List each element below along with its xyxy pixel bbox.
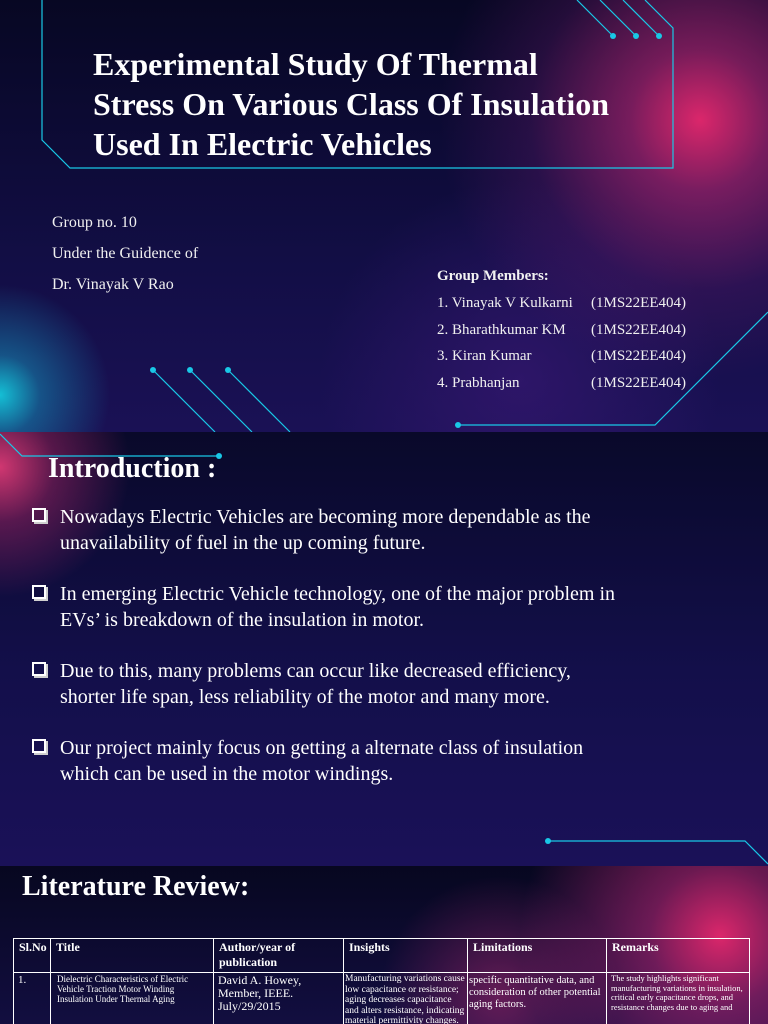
title-line: Used In Electric Vehicles — [93, 126, 432, 162]
literature-review-heading: Literature Review: — [22, 871, 250, 902]
member-row — [437, 348, 686, 365]
bullet-line: shorter life span, less reliability of the motor and many more. — [60, 686, 550, 708]
table-row — [14, 973, 750, 1024]
deco-line — [190, 370, 252, 432]
column-header: Author/year of publication — [214, 939, 344, 973]
bullet-line: Our project mainly focus on getting a alternate class of insulation — [60, 737, 584, 759]
deco-connector — [548, 841, 768, 864]
checkbox-bullet-icon — [32, 508, 46, 522]
presentation-title — [93, 44, 673, 164]
deco-dot — [150, 367, 156, 373]
deco-dot — [455, 422, 461, 428]
member-name: 3. Kiran Kumar — [437, 348, 532, 364]
deco-line — [228, 370, 290, 432]
member-name: 2. Bharathkumar KM — [437, 322, 566, 338]
bullet-item — [32, 735, 682, 787]
checkbox-bullet-icon — [32, 662, 46, 676]
member-usn: (1MS22EE404) — [591, 322, 686, 338]
deco-line — [577, 0, 613, 36]
cell-limitations: specific quantitative data, and consideration of other potential aging factors. — [468, 973, 607, 1024]
deco-dot — [633, 33, 639, 39]
table-header-row — [14, 939, 750, 973]
member-row — [437, 322, 686, 339]
column-header: Sl.No — [14, 939, 51, 973]
deco-line — [600, 0, 636, 36]
deco-dot — [187, 367, 193, 373]
cell-author: David A. Howey, Member, IEEE. July/29/2015 — [214, 973, 344, 1024]
intro-slide-decorations — [0, 432, 768, 866]
bullet-line: Nowadays Electric Vehicles are becoming more dependable as the — [60, 506, 591, 528]
member-name: 4. Prabhanjan — [437, 375, 520, 391]
checkbox-bullet-icon — [32, 585, 46, 599]
bullet-item — [32, 504, 682, 556]
column-header: Limitations — [468, 939, 607, 973]
guide-name: Dr. Vinayak V Rao — [52, 276, 174, 293]
group-number: Group no. 10 — [52, 214, 137, 231]
deco-dot — [656, 33, 662, 39]
deco-dot — [225, 367, 231, 373]
member-usn: (1MS22EE404) — [591, 375, 686, 391]
checkbox-bullet-icon — [32, 739, 46, 753]
deco-dot — [610, 33, 616, 39]
bullet-line: which can be used in the motor windings. — [60, 763, 394, 785]
member-usn: (1MS22EE404) — [591, 348, 686, 364]
deco-line — [153, 370, 215, 432]
introduction-slide — [0, 432, 768, 866]
deco-dot — [545, 838, 551, 844]
column-header: Title — [51, 939, 214, 973]
column-header: Remarks — [607, 939, 750, 973]
column-header: Insights — [344, 939, 468, 973]
member-row — [437, 375, 686, 392]
bullet-line: Due to this, many problems can occur like decreased efficiency, — [60, 660, 571, 682]
cell-remarks: The study highlights significant manufacturing variations in insulation, critical early capacitance drops, and resistance changes due to aging and — [607, 973, 750, 1024]
cell-insights: Manufacturing variations cause low capacitance or resistance; aging decreases capacitance and alters resistance, indicating material permittivity changes. — [344, 973, 468, 1024]
literature-table — [13, 938, 750, 1024]
member-row — [437, 295, 686, 312]
cell-sl-no: 1. — [14, 973, 51, 1024]
title-line: Stress On Various Class Of Insulation — [93, 86, 609, 122]
bullet-line: EVs’ is breakdown of the insulation in motor. — [60, 609, 425, 631]
bullet-line: unavailability of fuel in the up coming future. — [60, 532, 426, 554]
deco-dot — [216, 453, 222, 459]
guidance-label: Under the Guidence of — [52, 245, 199, 262]
literature-review-slide — [0, 866, 768, 1024]
member-name: 1. Vinayak V Kulkarni — [437, 295, 573, 311]
title-slide — [0, 0, 768, 432]
bullet-item — [32, 658, 682, 710]
cell-title: Dielectric Characteristics of Electric Vehicle Traction Motor Winding Insulation Under Thermal Aging — [51, 973, 214, 1024]
members-heading: Group Members: — [437, 268, 549, 284]
title-line: Experimental Study Of Thermal — [93, 46, 538, 82]
deco-line — [623, 0, 659, 36]
introduction-heading: Introduction : — [48, 453, 217, 484]
member-usn: (1MS22EE404) — [591, 295, 686, 311]
bullet-line: In emerging Electric Vehicle technology, one of the major problem in — [60, 583, 616, 605]
bullet-item — [32, 581, 682, 633]
